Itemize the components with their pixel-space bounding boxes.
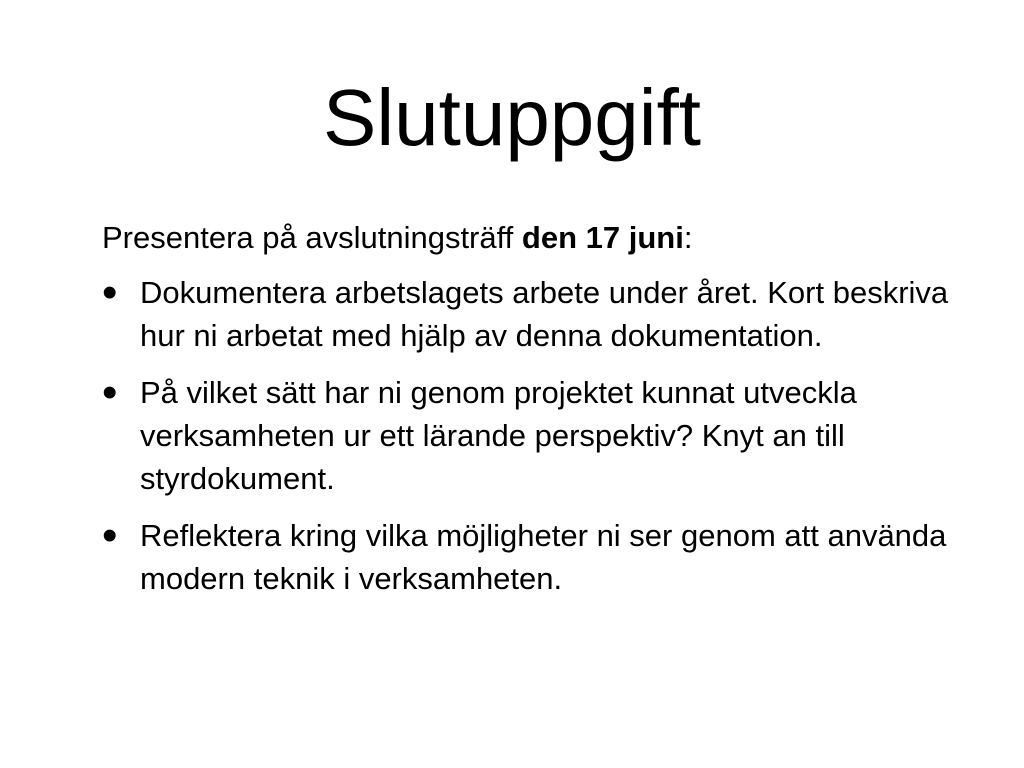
- intro-line: [102, 216, 962, 259]
- bullet-icon: •: [102, 268, 118, 317]
- bullet-text: Reflektera kring vilka möjligheter ni ser genom att använda modern teknik i verksamheten.: [140, 518, 947, 596]
- bullet-icon: •: [102, 511, 118, 560]
- bullet-item: [102, 268, 962, 357]
- bullet-item: [102, 368, 962, 500]
- bullet-item: [102, 511, 962, 600]
- bullet-text: På vilket sätt har ni genom projektet kunnat utveckla verksamheten ur ett lärande perspektiv? Knyt an till styrdokument.: [140, 375, 857, 496]
- intro-suffix: :: [683, 220, 693, 255]
- intro-prefix: Presentera på avslutningsträff: [102, 220, 522, 255]
- bullet-icon: •: [102, 368, 118, 417]
- intro-date: den 17 juni: [521, 220, 684, 255]
- slide-title: Slutuppgift: [322, 73, 702, 162]
- bullet-text: Dokumentera arbetslagets arbete under året. Kort beskriva hur ni arbetat med hjälp av denna dokumentation.: [140, 275, 949, 353]
- bullet-list: [102, 268, 962, 600]
- slide-content: [102, 216, 962, 614]
